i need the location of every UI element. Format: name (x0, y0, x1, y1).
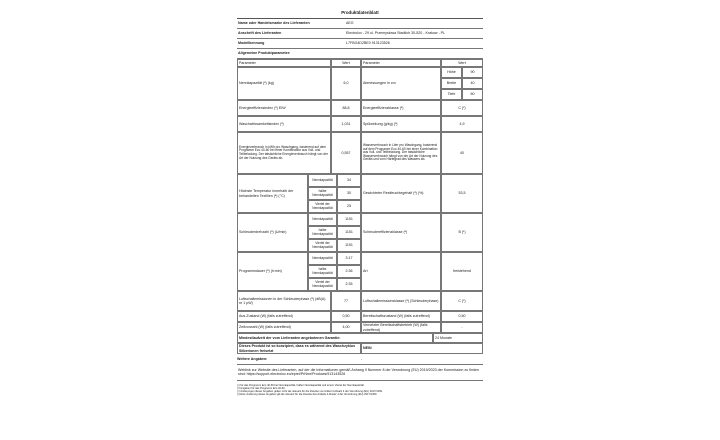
duration-quarter-name: Viertel der Nennkapazität (308, 278, 337, 291)
noise-class-value: C (ᶜ) (441, 291, 483, 311)
washing-index-value: 1,031 (331, 116, 361, 132)
max-temperature-label: Höchste Temperatur innerhalb der behandelten Textilien (ᵃ) (°C) (237, 174, 308, 213)
header-value-right: Wert (441, 59, 483, 67)
weblink-text: Weblink zur Website des Lieferanten, auf der die Informationen gemäß Anhang II Nummer 8 der Verordnung (EU) 2019/2023 der Kommission zu finden sind: https://support.electrolux.eu/eprel/PrNmr/Products/913143526 (238, 368, 479, 377)
temp-quarter-value: 25 (337, 200, 361, 213)
type-value: freistehend (441, 252, 483, 291)
programme-duration-label: Programmdauer (ᵃ) (h:min) (237, 252, 308, 291)
spin-rated-value: 1151 (337, 213, 361, 226)
general-params-heading: Allgemeine Produktparameter: (237, 49, 483, 59)
water-consumption-value: 40 (441, 132, 483, 174)
dim-depth-name: Tiefe (441, 89, 462, 100)
noise-class-label: Luftschallemissionsklasse (ᵃ) (Schleuderphase) (361, 291, 441, 311)
address-value: Electrolux - 29 ul. Przemyslowa Stadtich 30-520 - Krakow - PL (346, 31, 446, 36)
type-label: Art (361, 252, 441, 291)
energy-class-label: Energieeffizienzklasse (ᵃ) (361, 100, 441, 116)
dim-height-value: 90 (462, 67, 483, 78)
rated-capacity-value: 6,0 (331, 67, 361, 100)
address-row (237, 29, 483, 39)
spin-half-name: halbe Nennkapazität (308, 226, 337, 239)
networked-standby-value: - (441, 322, 483, 333)
sheet-title: Produktdatenblatt (341, 10, 379, 15)
rinsing-label: Spülwirkung (g/kg) (ᵃ) (361, 116, 441, 132)
energy-class-value: C (ᶜ) (441, 100, 483, 116)
further-info-label: Weitere Angaben: (237, 356, 268, 361)
further-info-value: - (361, 356, 363, 361)
model-label: Modellkennung (238, 41, 265, 46)
dimensions-label: Abmessungen in cm (361, 67, 441, 100)
footnote-c: (ᶜ) Änderungen dieser Angaben gelten nicht als relevant für die Zwecke von Artikel 4 Absatz 4 der Verordnung (EU) 2017/1369. (237, 390, 383, 394)
networked-standby-label: Vernetzter Bereitschaftsbetrieb (W) (falls zutreffend) (361, 322, 441, 333)
moisture-label: Gewichteter Restfeuchtegehalt (ᵃ) (%) (361, 174, 441, 213)
standby-label: Bereitschaftszustand (W) (falls zutreffend) (361, 311, 441, 322)
spin-quarter-value: 1151 (337, 239, 361, 252)
duration-rated-value: 3:17 (337, 252, 361, 265)
spin-quarter-name: Viertel der Nennkapazität (308, 239, 337, 252)
brand-row (237, 19, 483, 29)
model-row (237, 39, 483, 49)
dim-width-name: Breite (441, 78, 462, 89)
energy-efficiency-index-label: Energieeffizienzindex (ᵃ) EIW (237, 100, 331, 116)
duration-half-name: halbe Nennkapazität (308, 265, 337, 278)
brand-value: AEG (346, 21, 354, 26)
warranty-value: 24 Monate (433, 333, 483, 343)
footnote-d: (ᵈ) Eine Änderung dieser Angaben gilt als relevant für die Zwecke des Artikels 4 Absatz 4 der Verordnung (EU) 2017/1369. (237, 393, 378, 397)
spin-class-value: B (ᶜ) (441, 213, 483, 252)
silver-ions-label: Dieses Produkt ist so konzipiert, dass es während des Waschzyklus Silberionen freisetzt (237, 343, 361, 354)
temp-rated-value: 34 (337, 174, 361, 187)
water-consumption-label: Wasserverbrauch in Liter pro Waschgang, basierend auf dem Programm Eco 40-60 bei einer Kombination aus Voll- und Teilbeladung. Der tatsächliche Wasserverbrauch hängt von der Art der Nutzung des Geräts und vom Härtegrad des Wassers ab. (361, 132, 441, 174)
dim-width-value: 40 (462, 78, 483, 89)
product-data-sheet (237, 8, 483, 396)
dim-height-name: Höhe (441, 67, 462, 78)
temp-quarter-name: Viertel der Nennkapazität (308, 200, 337, 213)
parameter-table (237, 59, 483, 354)
dim-depth-value: 60 (462, 89, 483, 100)
duration-half-value: 2:36 (337, 265, 361, 278)
washing-index-label: Waschwirksamkeitsindex (ᵃ) (237, 116, 331, 132)
footnotes (237, 380, 483, 396)
duration-quarter-value: 2:35 (337, 278, 361, 291)
temp-half-value: 30 (337, 187, 361, 200)
off-mode-value: 0,50 (331, 311, 361, 322)
energy-consumption-value: 0,557 (331, 132, 361, 174)
off-mode-label: Aus-Zustand (W) (falls zutreffend) (237, 311, 331, 322)
address-label: Anschrift des Lieferanten (238, 31, 282, 36)
duration-rated-name: Nennkapazität (308, 252, 337, 265)
footnote-a: (ᵃ) für das Programm Eco 40-60 bei Nennkapazität, halber Nennkapazität und einem Viertel der Nennkapazität. (237, 383, 365, 387)
delay-start-label: Zeitvorwahl (W) (falls zutreffend) (237, 322, 331, 333)
noise-emission-value: 77 (331, 291, 361, 311)
spin-class-label: Schleudereffizienzklasse (ᵃ) (361, 213, 441, 252)
header-param-left: Parameter (237, 59, 331, 67)
temp-rated-name: Nennkapazität (308, 174, 337, 187)
spin-speed-label: Schleuderdrehzahl (ᵃ) (U/min) (237, 213, 308, 252)
noise-emission-label: Luftschallemissionen in der Schleuderphase (ᵃ) (dB(A) re 1 pW) (237, 291, 331, 311)
spin-half-value: 1151 (337, 226, 361, 239)
rinsing-value: 4,9 (441, 116, 483, 132)
delay-start-value: 4,00 (331, 322, 361, 333)
header-param-right: Parameter (361, 59, 441, 67)
spin-rated-name: Nennkapazität (308, 213, 337, 226)
temp-half-name: halbe Nennkapazität (308, 187, 337, 200)
header-value-left: Wert (331, 59, 361, 67)
further-info-row (237, 354, 483, 365)
brand-label: Name oder Handelsmarke des Lieferanten (238, 21, 310, 26)
model-value: L7FBG4D2BE0 913123526 (346, 41, 390, 46)
standby-value: 0,50 (441, 311, 483, 322)
energy-efficiency-index-value: 88,8 (331, 100, 361, 116)
rated-capacity-label: Nennkapazität (ᵃ) (kg) (237, 67, 331, 100)
moisture-value: 53,5 (441, 174, 483, 213)
energy-consumption-label: Energieverbrauch in kWh pro Waschgang, basierend auf dem Programm Eco 40-60 bei einer Kombination aus Voll- und Teilbeladung. Der tatsächliche Energieverbrauch hängt von der Art der Nutzung des Geräts ab. (237, 132, 331, 174)
footnote-b: (ᵇ) Angaben für das Programm Eco 40-60. (237, 387, 286, 391)
silver-ions-value: NEIN (361, 343, 483, 354)
warranty-label: Mindestlaufzeit der vom Lieferanten angebotenen Garantie: (237, 333, 433, 343)
